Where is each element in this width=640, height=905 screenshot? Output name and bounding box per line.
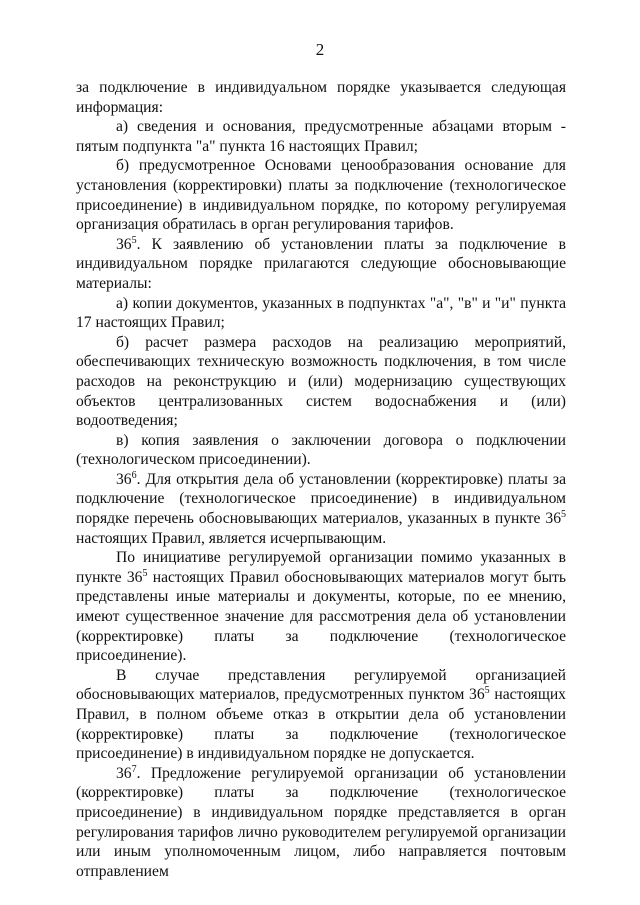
text-run: а) копии документов, указанных в подпунктах "а", "в" и "и" пункта 17 настоящих Правил; [76,294,566,332]
text-run: . Предложение регулируемой организации об установлении (корректировке) платы за подключение (технологическое присоединение) в индивидуальном порядке представляется в орган регулирования тарифов лично руководителем регулируемой организации или иным уполномоченным лицом, либо направляется почтовым отправлением [76,764,566,880]
paragraph [76,548,566,666]
paragraph [76,78,566,117]
document-body [76,78,566,881]
text-run: . Для открытия дела об установлении (корректировке) платы за подключение (технологическое присоединение) в индивидуальном порядке перечень обосновывающих материалов, указанных в пункте 36 [76,470,566,528]
superscript: 5 [131,234,137,246]
paragraph [76,431,566,470]
text-run: По инициативе регулируемой организации помимо указанных в пункте 36 [76,549,566,586]
superscript: 6 [131,469,137,481]
text-run: б) расчет размера расходов на реализацию мероприятий, обеспечивающих техническую возможность подключения, в том числе расходов на реконструкцию и (или) модернизацию существующих объектов централизованных систем водоснабжения и (или) водоотведения; [76,333,566,430]
superscript: 5 [142,567,148,579]
text-run: в) копия заявления о заключении договора о подключении (технологическом присоединении). [76,431,566,469]
text-run: В случае представления регулируемой организацией обосновывающих материалов, предусмотренных пунктом 36 [76,666,566,704]
paragraph [76,764,566,882]
paragraph [76,235,566,294]
text-run: за подключение в индивидуальном порядке указывается следующая информация: [76,79,566,116]
paragraph [76,156,566,234]
paragraph [76,294,566,333]
paragraph [76,470,566,548]
superscript: 5 [561,509,566,521]
text-run: б) предусмотренное Основами ценообразования основание для установления (корректировки) платы за подключение (технологическое присоединение) в индивидуальном порядке, по которому регулируемая организация обратилась в орган регулирования тарифов. [76,157,566,234]
text-run: настоящих Правил, является исчерпывающим. [76,529,387,547]
paragraph [76,117,566,156]
text-run: настоящих Правил обосновывающих материалов могут быть представлены иные материалы и документы, которые, по ее мнению, имеют существенное значение для рассмотрения дела об установлении (корректировке) платы за подключение (технологическое присоединение). [76,568,566,665]
text-run: настоящих Правил, в полном объеме отказ в открытии дела об установлении (корректировке) платы за подключение (технологическое присоединение) в индивидуальном порядке не допускается. [76,686,566,763]
text-run: 36 [116,470,132,488]
paragraph [76,333,566,431]
text-run: 36 [116,235,132,253]
text-run: 36 [116,764,132,782]
paragraph [76,666,566,764]
text-run: . К заявлению об установлении платы за подключение в индивидуальном порядке прилагаются следующие обосновывающие материалы: [76,235,566,292]
superscript: 5 [484,685,490,697]
page-number: 2 [315,40,325,59]
superscript: 7 [131,763,137,775]
text-run: а) сведения и основания, предусмотренные абзацами вторым - пятым подпункта "а" пункта 16 настоящих Правил; [76,118,566,155]
